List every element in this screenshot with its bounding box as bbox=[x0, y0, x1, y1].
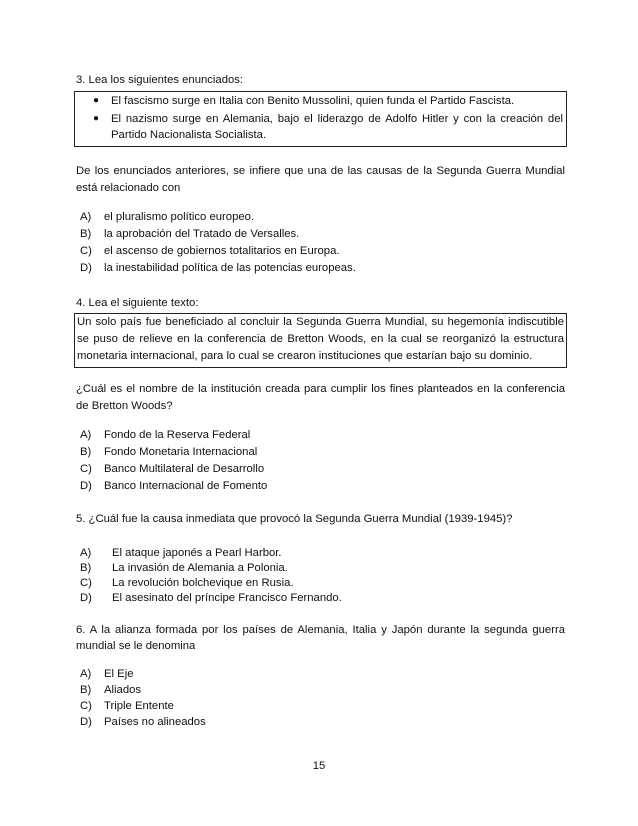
q5-option-a-text: El ataque japonés a Pearl Harbor. bbox=[112, 547, 282, 559]
q4-option-d-letter: D) bbox=[80, 480, 92, 492]
q3-option-a-letter: A) bbox=[80, 211, 92, 223]
q6-option-c-letter: C) bbox=[80, 700, 92, 712]
q4-option-b-letter: B) bbox=[80, 446, 92, 458]
q4-option-a-text: Fondo de la Reserva Federal bbox=[104, 429, 251, 441]
q6-option-b-text: Aliados bbox=[104, 684, 142, 696]
q6-option-d-text: Países no alineados bbox=[104, 716, 206, 728]
q3-option-c-letter: C) bbox=[80, 245, 92, 257]
q4-option-c-text: Banco Multilateral de Desarrollo bbox=[104, 463, 265, 475]
q4-passage-line-2: se puso de relieve en la conferencia de Bretton Woods, en la cual se reorganizó la estructura bbox=[77, 333, 564, 345]
q4-option-d-text: Banco Internacional de Fomento bbox=[104, 480, 268, 492]
q5-option-b-text: La invasión de Alemania a Polonia. bbox=[112, 562, 288, 574]
q4-prompt: 4. Lea el siguiente texto: bbox=[76, 297, 199, 309]
q3-option-c-text: el ascenso de gobiernos totalitarios en Europa. bbox=[104, 245, 340, 257]
q5-option-a-letter: A) bbox=[80, 547, 92, 559]
q6-stem-line-2: mundial se le denomina bbox=[76, 640, 196, 652]
q6-option-b-letter: B) bbox=[80, 684, 92, 696]
q5-option-d-text: El asesinato del príncipe Francisco Fernando. bbox=[112, 592, 342, 604]
q4-passage-line-1: Un solo país fue beneficiado al concluir la Segunda Guerra Mundial, su hegemonía indiscutible bbox=[77, 316, 564, 328]
q5-prompt: 5. ¿Cuál fue la causa inmediata que provocó la Segunda Guerra Mundial (1939-1945)? bbox=[76, 513, 513, 525]
q5-option-c-letter: C) bbox=[80, 577, 92, 589]
q5-option-c-text: La revolución bolchevique en Rusia. bbox=[112, 577, 294, 589]
q4-option-b-text: Fondo Monetaria Internacional bbox=[104, 446, 258, 458]
bullet-icon: ● bbox=[93, 95, 100, 106]
q6-option-a-letter: A) bbox=[80, 668, 92, 680]
q4-passage-line-3: monetaria internacional, para lo cual se crearon instituciones que estarían bajo su dominio. bbox=[77, 350, 533, 362]
page-number: 15 bbox=[312, 760, 326, 772]
q3-stem-line-2: está relacionado con bbox=[76, 182, 181, 194]
q3-option-b-text: la aprobación del Tratado de Versalles. bbox=[104, 228, 300, 240]
q3-option-d-text: la inestabilidad política de las potencias europeas. bbox=[104, 262, 356, 274]
q4-option-c-letter: C) bbox=[80, 463, 92, 475]
q6-stem-line-1: 6. A la alianza formada por los países de Alemania, Italia y Japón durante la segunda guerra bbox=[76, 624, 565, 636]
q3-stem-line-1: De los enunciados anteriores, se infiere que una de las causas de la Segunda Guerra Mundial bbox=[76, 165, 565, 177]
q3-option-d-letter: D) bbox=[80, 262, 92, 274]
q4-stem-line-2: de Bretton Woods? bbox=[76, 400, 173, 412]
q4-option-a-letter: A) bbox=[80, 429, 92, 441]
bullet-icon: ● bbox=[93, 113, 100, 124]
q3-statement-2: El nazismo surge en Alemania, bajo el liderazgo de Adolfo Hitler y con la creación del bbox=[111, 113, 563, 125]
q3-statement-1: El fascismo surge en Italia con Benito Mussolini, quien funda el Partido Fascista. bbox=[111, 95, 515, 107]
q3-statement-2-cont: Partido Nacionalista Socialista. bbox=[111, 129, 267, 141]
q6-option-c-text: Triple Entente bbox=[104, 700, 174, 712]
q3-prompt: 3. Lea los siguientes enunciados: bbox=[76, 74, 244, 86]
q4-stem-line-1: ¿Cuál es el nombre de la institución creada para cumplir los fines planteados en la conferencia bbox=[76, 383, 565, 395]
q5-option-b-letter: B) bbox=[80, 562, 92, 574]
q6-option-d-letter: D) bbox=[80, 716, 92, 728]
q3-option-a-text: el pluralismo político europeo. bbox=[104, 211, 255, 223]
q3-option-b-letter: B) bbox=[80, 228, 92, 240]
q6-option-a-text: El Eje bbox=[104, 668, 134, 680]
q5-option-d-letter: D) bbox=[80, 592, 92, 604]
